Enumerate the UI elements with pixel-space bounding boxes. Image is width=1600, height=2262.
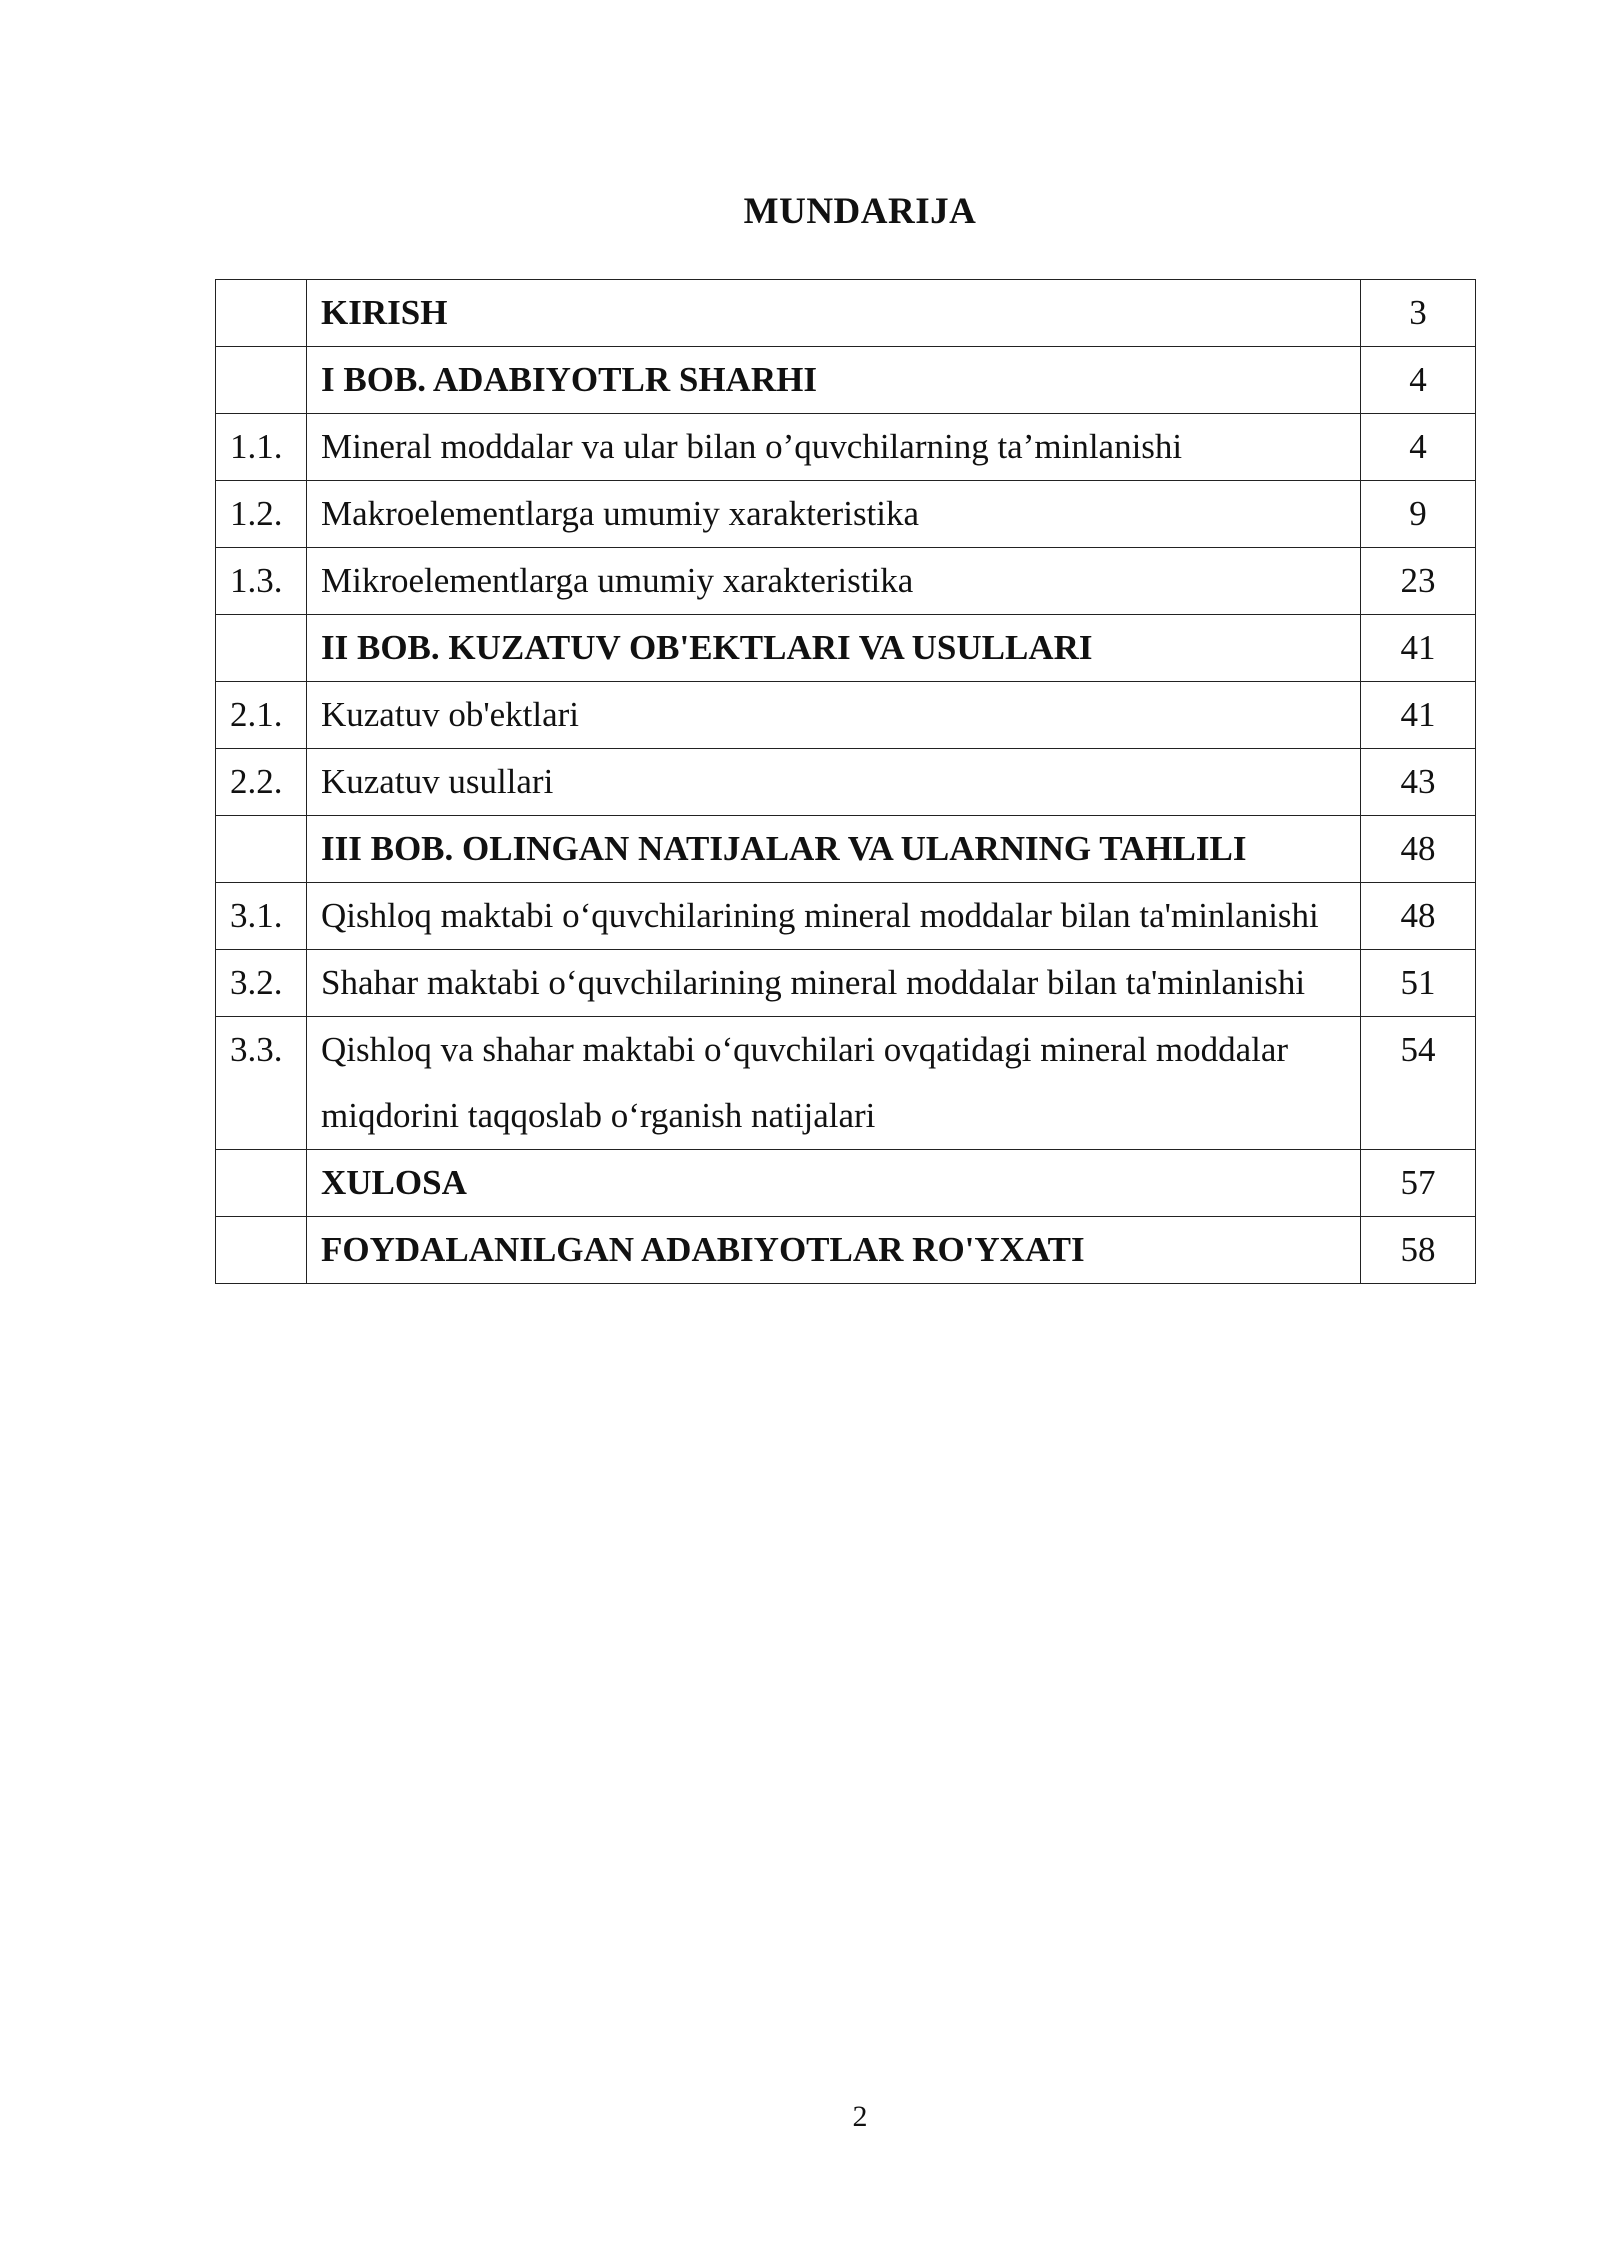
toc-page-number: 51 (1361, 950, 1476, 1017)
toc-chapter-row (216, 816, 1476, 883)
toc-page-number: 48 (1361, 883, 1476, 950)
toc-section-row (216, 883, 1476, 950)
toc-chapter-row (216, 1217, 1476, 1284)
toc-section-number: 3.3. (216, 1017, 307, 1150)
toc-chapter-row (216, 280, 1476, 347)
toc-entry-title: XULOSA (307, 1150, 1361, 1217)
toc-section-number: 1.1. (216, 414, 307, 481)
toc-section-number: 2.1. (216, 682, 307, 749)
toc-section-row (216, 682, 1476, 749)
toc-entry-title: Qishloq va shahar maktabi o‘quvchilari ovqatidagi mineral moddalar miqdorini taqqoslab o‘rganish natijalari (307, 1017, 1361, 1150)
toc-chapter-row (216, 1150, 1476, 1217)
toc-entry-title: Makroelementlarga umumiy xarakteristika (307, 481, 1361, 548)
toc-section-number (216, 615, 307, 682)
toc-page-number: 54 (1361, 1017, 1476, 1150)
toc-entry-title: Shahar maktabi o‘quvchilarining mineral moddalar bilan ta'minlanishi (307, 950, 1361, 1017)
toc-section-row (216, 548, 1476, 615)
toc-section-row (216, 749, 1476, 816)
toc-section-number (216, 280, 307, 347)
toc-entry-title: Mikroelementlarga umumiy xarakteristika (307, 548, 1361, 615)
table-of-contents (215, 279, 1476, 1284)
toc-page-number: 3 (1361, 280, 1476, 347)
page-number: 2 (852, 2100, 868, 2133)
toc-chapter-row (216, 615, 1476, 682)
toc-entry-title: Mineral moddalar va ular bilan o’quvchilarning ta’minlanishi (307, 414, 1361, 481)
toc-entry-title: FOYDALANILGAN ADABIYOTLAR RO'YXATI (307, 1217, 1361, 1284)
toc-page-number: 23 (1361, 548, 1476, 615)
toc-entry-title: I BOB. ADABIYOTLR SHARHI (307, 347, 1361, 414)
toc-section-number: 1.2. (216, 481, 307, 548)
toc-section-number (216, 1217, 307, 1284)
toc-entry-title: KIRISH (307, 280, 1361, 347)
toc-section-number (216, 1150, 307, 1217)
toc-section-row (216, 481, 1476, 548)
toc-section-number (216, 347, 307, 414)
toc-page-number: 41 (1361, 682, 1476, 749)
toc-section-number: 3.2. (216, 950, 307, 1017)
toc-page-number: 9 (1361, 481, 1476, 548)
toc-entry-title: Qishloq maktabi o‘quvchilarining mineral moddalar bilan ta'minlanishi (307, 883, 1361, 950)
toc-section-number: 3.1. (216, 883, 307, 950)
toc-body (216, 280, 1476, 1284)
toc-page-number: 41 (1361, 615, 1476, 682)
toc-page-number: 43 (1361, 749, 1476, 816)
toc-entry-title: III BOB. OLINGAN NATIJALAR VA ULARNING TAHLILI (307, 816, 1361, 883)
toc-section-row (216, 414, 1476, 481)
toc-page-number: 4 (1361, 414, 1476, 481)
toc-chapter-row (216, 347, 1476, 414)
page-title: MUNDARIJA (743, 191, 977, 232)
toc-section-number: 2.2. (216, 749, 307, 816)
toc-page-number: 57 (1361, 1150, 1476, 1217)
toc-entry-title: Kuzatuv ob'ektlari (307, 682, 1361, 749)
toc-section-number (216, 816, 307, 883)
toc-page-number: 48 (1361, 816, 1476, 883)
toc-page-number: 4 (1361, 347, 1476, 414)
toc-page-number: 58 (1361, 1217, 1476, 1284)
toc-entry-title: Kuzatuv usullari (307, 749, 1361, 816)
toc-section-row (216, 1017, 1476, 1150)
toc-section-number: 1.3. (216, 548, 307, 615)
toc-section-row (216, 950, 1476, 1017)
toc-entry-title: II BOB. KUZATUV OB'EKTLARI VA USULLARI (307, 615, 1361, 682)
